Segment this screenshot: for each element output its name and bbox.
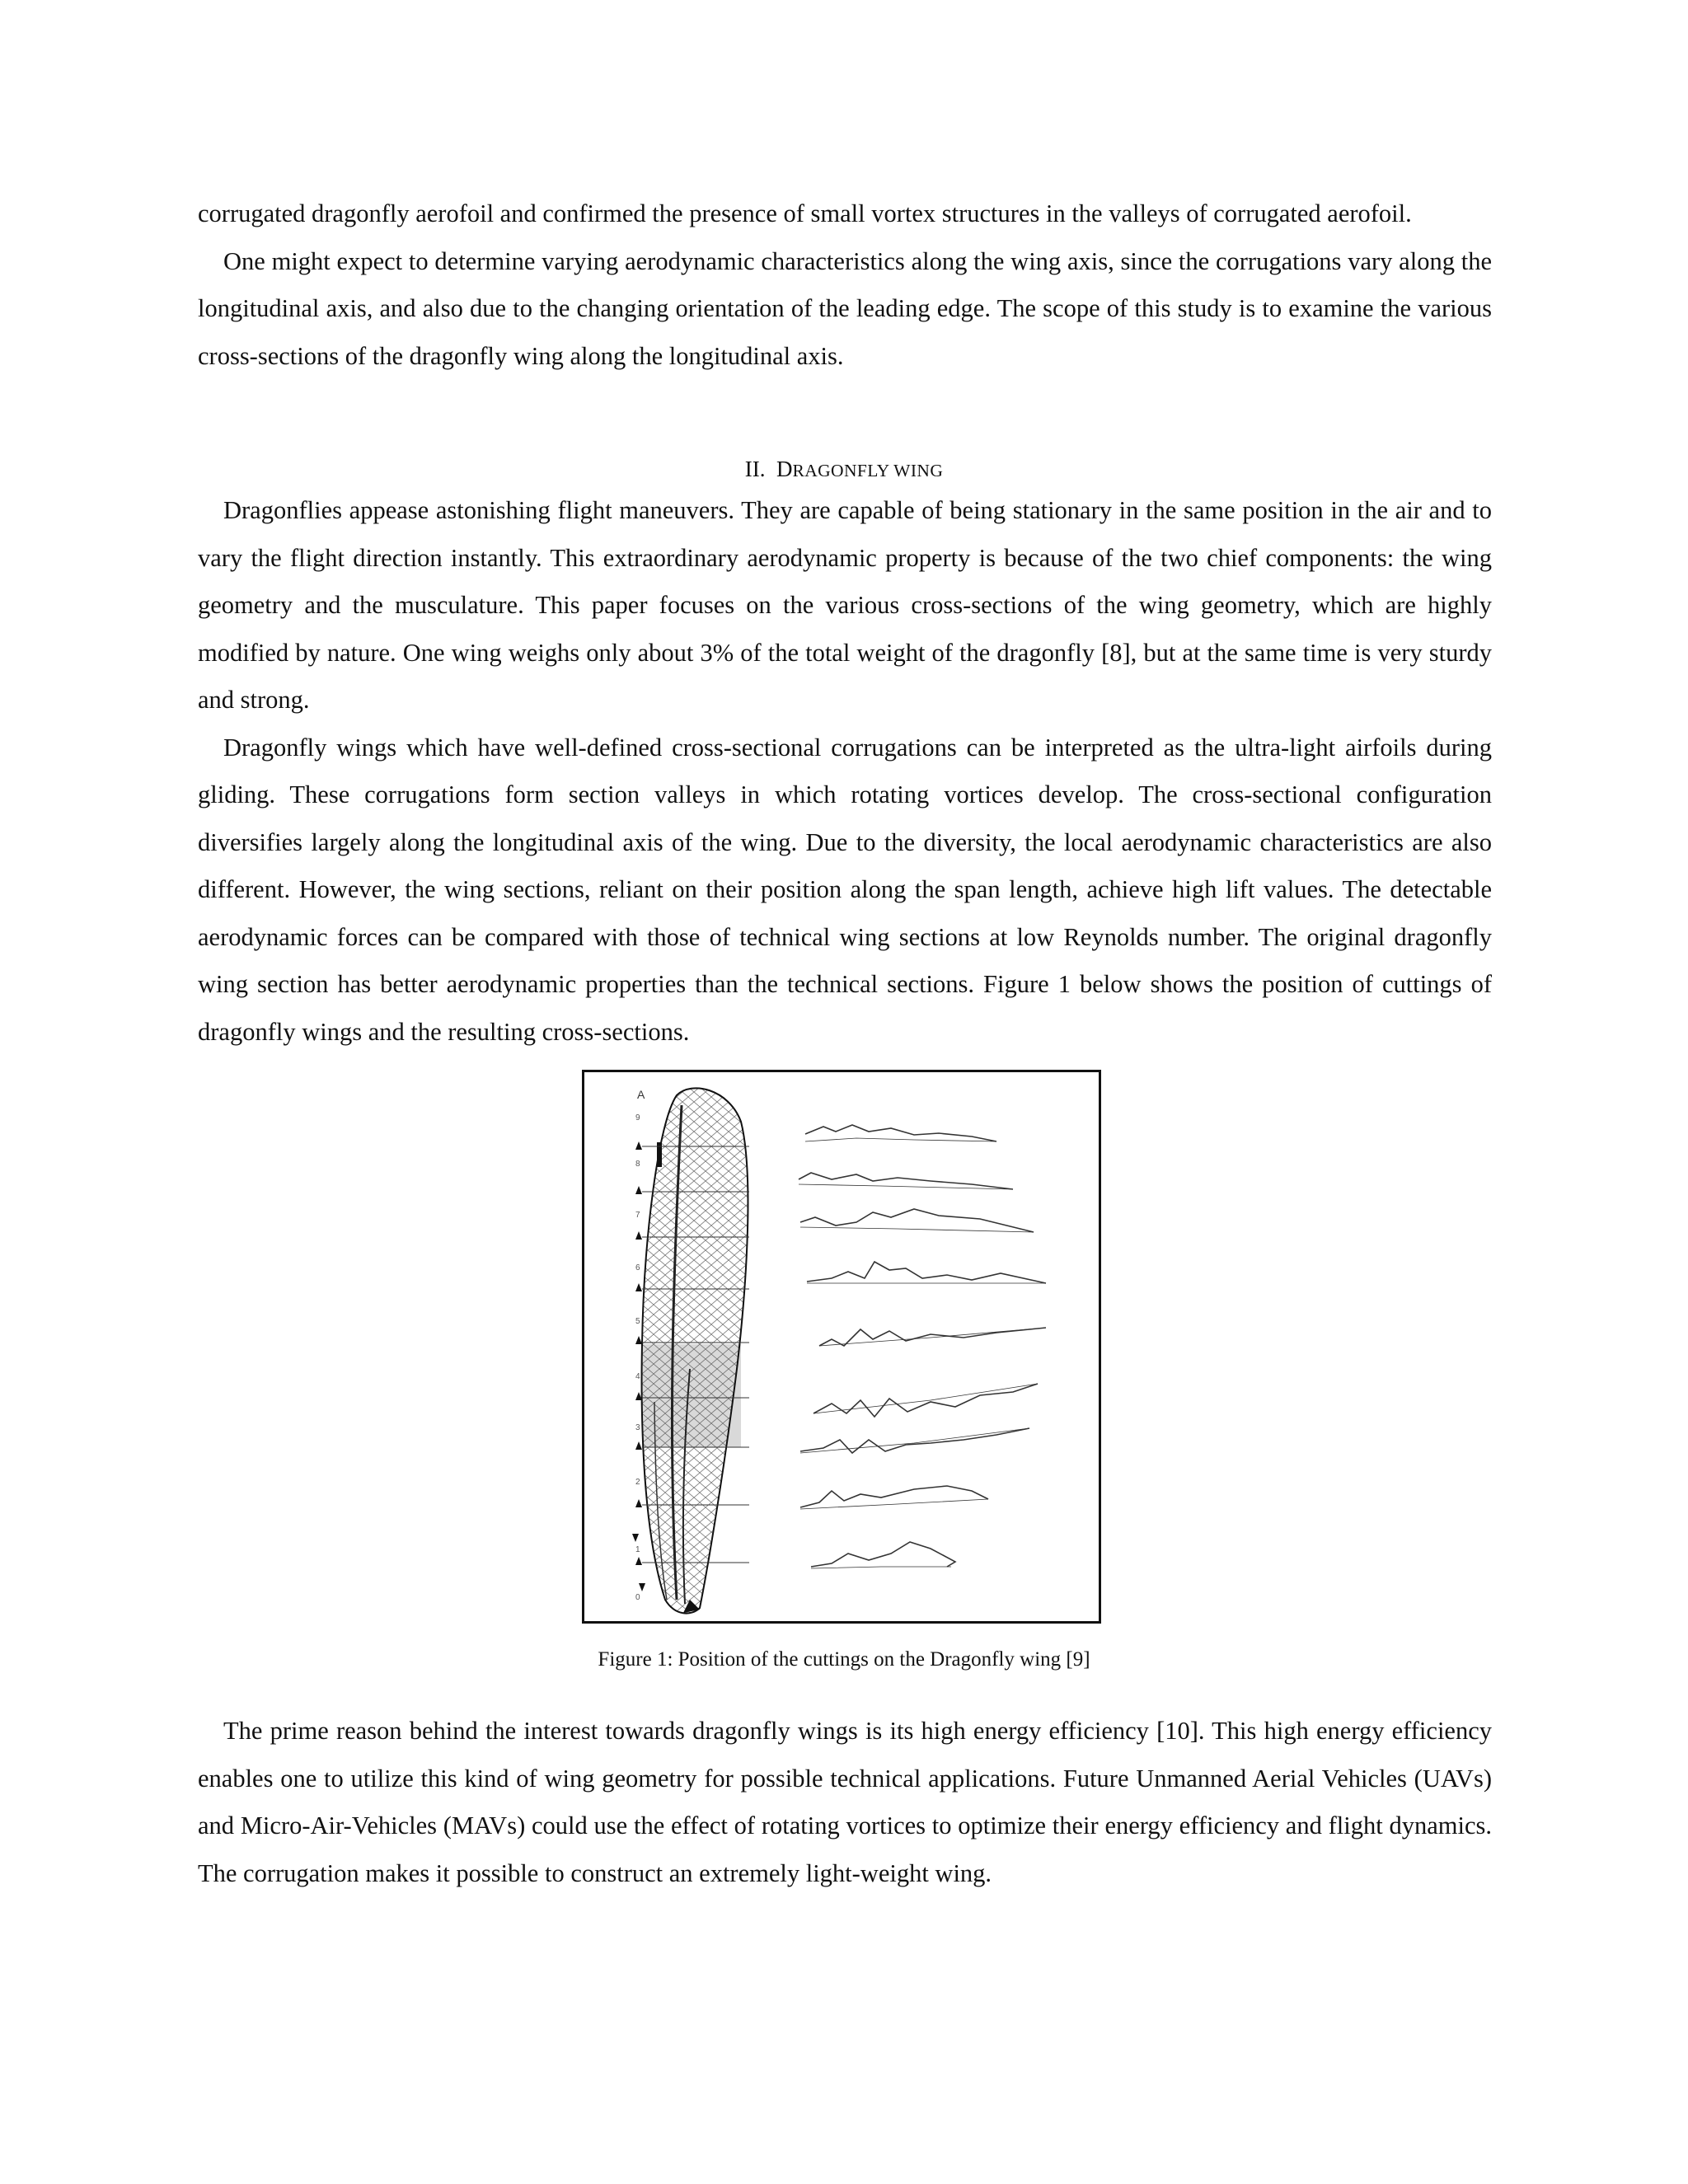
cut-labels: [635, 1113, 640, 1602]
cut-label-7: 7: [635, 1211, 640, 1220]
cross-sections: [799, 1125, 1046, 1568]
chord-1: [811, 1567, 951, 1568]
cut-label-5: 5: [635, 1317, 640, 1326]
paragraph-scope: One might expect to determine varying aerodynamic characteristics along the wing axis, since the corrugations vary along the longitudinal axis, and also due to the changing orientation of the leading edge. The scope of this study is to examine the various cross-sections of the dragonfly wing along the longitudinal axis.: [198, 246, 1492, 370]
figure-label-a: A: [637, 1088, 645, 1101]
closing-text: [198, 1708, 1492, 1897]
section-title-initial: D: [776, 457, 793, 481]
cross-section-7: [800, 1209, 1034, 1232]
figure-illustration: [584, 1072, 1099, 1621]
cut-label-6: 6: [635, 1263, 640, 1272]
paragraph-continuation: corrugated dragonfly aerofoil and confirmed the presence of small vortex structures in the valleys of corrugated aerofoil.: [198, 199, 1412, 227]
paragraph-efficiency: The prime reason behind the interest towards dragonfly wings is its high energy efficiency [10]. This high energy efficiency enables one to utilize this kind of wing geometry for possible technical applications. Future Unmanned Aerial Vehicles (UAVs) and Micro-Air-Vehicles (MAVs) could use the effect of rotating vortices to optimize their energy efficiency and flight dynamics. The corrugation makes it possible to construct an extremely light-weight wing.: [198, 1717, 1492, 1887]
chord-4: [814, 1384, 1038, 1413]
paragraph-flight: Dragonflies appease astonishing flight maneuvers. They are capable of being stationary in the same position in the air and to vary the flight direction instantly. This extraordinary aerodynamic property is because of the two chief components: the wing geometry and the musculature. This paper focuses on the various cross-sections of the wing geometry, which are highly modified by nature. One wing weighs only about 3% of the total weight of the dragonfly [8], but at the same time is very sturdy and strong.: [198, 496, 1492, 714]
cut-label-9: 9: [635, 1113, 640, 1122]
chord-9: [805, 1138, 996, 1141]
cut-label-1: 1: [635, 1545, 640, 1554]
section-title-rest: RAGONFLY WING: [792, 461, 944, 480]
chord-7: [800, 1227, 1034, 1232]
section-text: [198, 487, 1492, 1056]
intro-text: [198, 190, 1492, 380]
cut-label-0: 0: [635, 1593, 640, 1602]
chord-2: [800, 1499, 988, 1509]
cut-label-3: 3: [635, 1423, 640, 1432]
cross-section-3: [800, 1428, 1029, 1453]
figure-caption: Figure 1: Position of the cuttings on the Dragonfly wing [9]: [598, 1648, 1090, 1671]
cut-label-8: 8: [635, 1160, 640, 1169]
cross-section-1: [811, 1542, 955, 1567]
cross-section-9: [805, 1125, 996, 1141]
section-number: II.: [744, 457, 766, 481]
cross-section-6: [807, 1262, 1046, 1283]
paragraph-corrugation: Dragonfly wings which have well-defined cross-sectional corrugations can be interpreted as the ultra-light airfoils during gliding. These corrugations form section valleys in which rotating vortices develop. The cross-sectional configuration diversifies largely along the longitudinal axis of the wing. Due to the diversity, the local aerodynamic characteristics are also different. However, the wing sections, reliant on their position along the span length, achieve high lift values. The detectable aerodynamic forces can be compared with those of technical wing sections at low Reynolds number. The original dragonfly wing section has better aerodynamic properties than the technical sections. Figure 1 below shows the position of cuttings of dragonfly wings and the resulting cross-sections.: [198, 733, 1492, 1046]
chord-3: [800, 1428, 1029, 1453]
cut-label-2: 2: [635, 1478, 640, 1487]
figure-dragonfly-wing: [582, 1070, 1101, 1624]
cut-label-4: 4: [635, 1372, 640, 1381]
